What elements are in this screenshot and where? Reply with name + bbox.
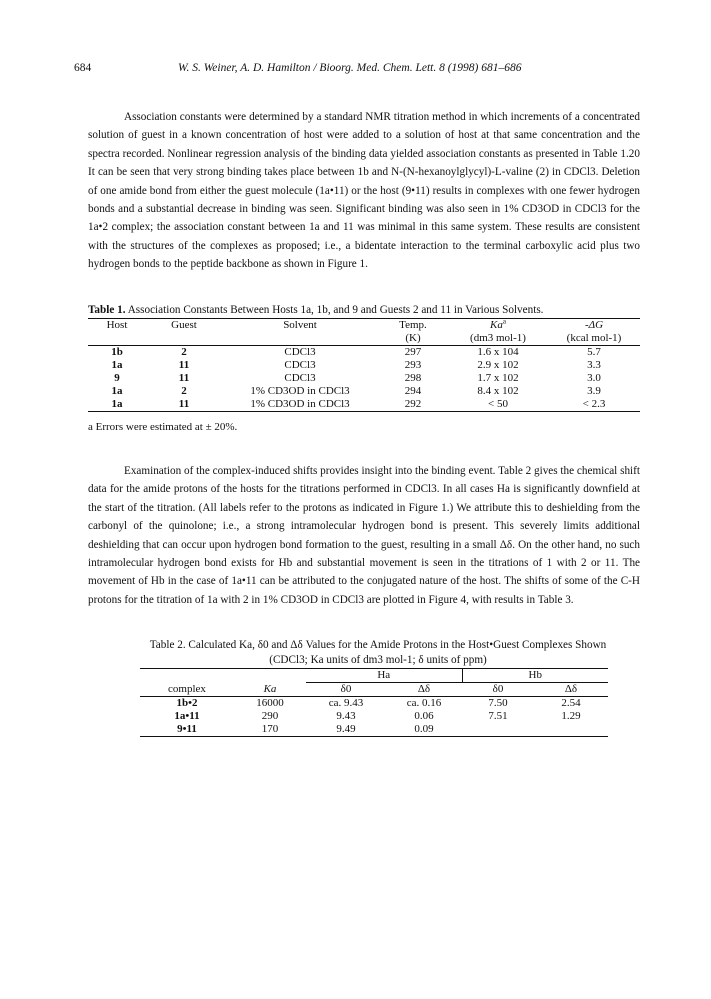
cell-ka: 290 bbox=[261, 710, 279, 722]
paragraph-complex-induced-shifts bbox=[88, 462, 640, 609]
table-row bbox=[140, 697, 608, 711]
table-row bbox=[140, 710, 608, 723]
cell-host: 1a bbox=[88, 398, 146, 412]
cell-host: 9 bbox=[114, 372, 120, 384]
paragraph-association-constants bbox=[88, 108, 640, 274]
paragraph-text: Association constants were determined by a standard NMR titration method in which increments of a concentrated solution of guest in a known concentration of host were added to a solution of host at that same concentration and the spectra recorded. Nonlinear regression analysis of the binding data yielded association constants as presented in Table 1.20 It can be seen that very strong binding takes place between 1b and N-(N-hexanoylglycyl)-L-valine (2) in CDCl3. Deletion of one amide bond from either the guest molecule (1a•11) or the host (9•11) results in complexes with one fewer hydrogen bonds and a substantial decrease in binding was seen. Significant binding was also seen in 1% CD3OD in CDCl3 for the 1a•2 complex; the association constant between 1a and 11 was minimal in this same system. These results are consistent with the structures of the complexes as proposed; i.e., a bidentate interaction to the terminal carboxylic acid plus two hydrogen bonds to the peptide backbone as shown in Figure 1. bbox=[88, 111, 640, 271]
table2 bbox=[140, 668, 608, 737]
cell-guest: 11 bbox=[178, 359, 190, 371]
cell-ka: 8.4 x 102 bbox=[477, 385, 519, 397]
table-row bbox=[88, 346, 640, 360]
table2-header-ka: Ka bbox=[234, 683, 306, 697]
cell-temp: 297 bbox=[404, 346, 422, 358]
cell-temp: 293 bbox=[404, 359, 422, 371]
table2-header-d0-b: δ0 bbox=[462, 683, 534, 697]
running-head: W. S. Weiner, A. D. Hamilton / Bioorg. Med. Chem. Lett. 8 (1998) 681–686 bbox=[178, 62, 522, 74]
table1-footnote: a Errors were estimated at ± 20%. bbox=[88, 421, 238, 433]
cell-d0-b bbox=[462, 723, 534, 737]
cell-solvent: CDCl3 bbox=[284, 372, 316, 384]
table1-header-dg: -ΔG bbox=[548, 319, 640, 333]
ka-footnote-mark: a bbox=[502, 317, 506, 326]
cell-complex: 1a•11 bbox=[174, 710, 200, 722]
table2-header-dd-b: Δδ bbox=[534, 683, 608, 697]
cell-guest: 11 bbox=[146, 398, 222, 412]
table-row bbox=[88, 398, 640, 412]
cell-host: 1a bbox=[111, 359, 123, 371]
cell-ka: < 50 bbox=[448, 398, 548, 412]
table1 bbox=[88, 318, 640, 412]
table2-caption-line2: (CDCl3; Ka units of dm3 mol-1; δ units of ppm) bbox=[269, 654, 487, 666]
cell-d0-b: 7.51 bbox=[488, 710, 508, 722]
cell-host: 1b bbox=[111, 346, 123, 358]
paragraph-text: Examination of the complex-induced shifts provides insight into the binding event. Table 2 gives the chemical shift data for the amide protons of the hosts for the titrations performed in CDCl3. In all cases Ha is significantly downfield at the start of the titration. (All labels refer to the protons as indicated in Figure 1.) We attribute this to deshielding from the carbonyl of the quinolone; i.e., a strong intramolecular hydrogen bond is present. This severely limits additional deshielding that can occur upon hydrogen bond formation to the guest, resulting in a small Δδ. On the other hand, no such intramolecular hydrogen bond exists for Hb and substantial movement is seen in the titrations of 1 with 2 or 11. The movement of Hb in the case of 1a•11 can be attributed to the conjugated nature of the host. The shifts of some of the C-H protons for the titration of 1a with 2 in 1% CD3OD in CDCl3 are plotted in Figure 4, with results in Table 3. bbox=[88, 465, 640, 606]
cell-solvent: 1% CD3OD in CDCl3 bbox=[222, 398, 378, 412]
table1-header-host: Host bbox=[88, 319, 146, 333]
cell-ka: 2.9 x 102 bbox=[477, 359, 519, 371]
cell-complex: 9•11 bbox=[140, 723, 234, 737]
table1-caption-label: Table 1. bbox=[88, 304, 126, 316]
cell-solvent: CDCl3 bbox=[284, 359, 316, 371]
cell-dd-b: 2.54 bbox=[561, 697, 581, 709]
table-row bbox=[88, 372, 640, 385]
table1-header-ka bbox=[448, 319, 548, 333]
cell-dd-a: ca. 0.16 bbox=[406, 697, 442, 709]
cell-ka: 1.7 x 102 bbox=[477, 372, 519, 384]
table-row bbox=[88, 385, 640, 398]
ka-symbol: Ka bbox=[490, 319, 503, 331]
table1-caption bbox=[88, 304, 648, 316]
table-row bbox=[88, 359, 640, 372]
cell-temp: 292 bbox=[378, 398, 448, 412]
cell-solvent: CDCl3 bbox=[284, 346, 316, 358]
table2-header-complex: complex bbox=[140, 683, 234, 697]
table2-header-dd-a: Δδ bbox=[386, 683, 462, 697]
cell-dg: 3.0 bbox=[587, 372, 601, 384]
cell-ka: 170 bbox=[234, 723, 306, 737]
cell-dg: 3.9 bbox=[587, 385, 601, 397]
cell-dd-a: 0.06 bbox=[414, 710, 434, 722]
table2-group-ha: Ha bbox=[306, 669, 462, 683]
cell-d0-a: 9.43 bbox=[336, 710, 356, 722]
table1-caption-text: Association Constants Between Hosts 1a, 1b, and 9 and Guests 2 and 11 in Various Solvents. bbox=[127, 304, 544, 316]
table-row bbox=[140, 723, 608, 737]
table2-group-hb: Hb bbox=[462, 669, 608, 683]
page-number: 684 bbox=[74, 62, 92, 74]
cell-guest: 2 bbox=[181, 346, 187, 358]
cell-complex: 1b•2 bbox=[176, 697, 198, 709]
table1-header-temp-unit: (K) bbox=[378, 332, 448, 346]
cell-ka: 16000 bbox=[256, 697, 284, 709]
cell-host: 1a bbox=[111, 385, 123, 397]
cell-dg: 5.7 bbox=[587, 346, 601, 358]
cell-ka: 1.6 x 104 bbox=[477, 346, 519, 358]
cell-dd-b: 1.29 bbox=[561, 710, 581, 722]
cell-dd-a: 0.09 bbox=[386, 723, 462, 737]
table1-header-temp: Temp. bbox=[378, 319, 448, 333]
cell-temp: 298 bbox=[404, 372, 422, 384]
cell-solvent: 1% CD3OD in CDCl3 bbox=[250, 385, 350, 397]
table2-header-d0-a: δ0 bbox=[306, 683, 386, 697]
cell-dd-b bbox=[534, 723, 608, 737]
table1-header-ka-unit: (dm3 mol-1) bbox=[448, 332, 548, 346]
cell-d0-a: 9.49 bbox=[306, 723, 386, 737]
cell-d0-a: ca. 9.43 bbox=[328, 697, 364, 709]
table1-header-guest: Guest bbox=[146, 319, 222, 333]
table1-header-solvent: Solvent bbox=[222, 319, 378, 333]
cell-guest: 11 bbox=[178, 372, 190, 384]
table2-caption bbox=[108, 638, 648, 668]
cell-guest: 2 bbox=[181, 385, 187, 397]
cell-temp: 294 bbox=[404, 385, 422, 397]
cell-d0-b: 7.50 bbox=[488, 697, 508, 709]
table1-header-dg-unit: (kcal mol-1) bbox=[548, 332, 640, 346]
table2-caption-line1: Table 2. Calculated Ka, δ0 and Δδ Values for the Amide Protons in the Host•Guest Complexes Shown bbox=[149, 639, 607, 651]
cell-dg: 3.3 bbox=[587, 359, 601, 371]
cell-dg: < 2.3 bbox=[548, 398, 640, 412]
